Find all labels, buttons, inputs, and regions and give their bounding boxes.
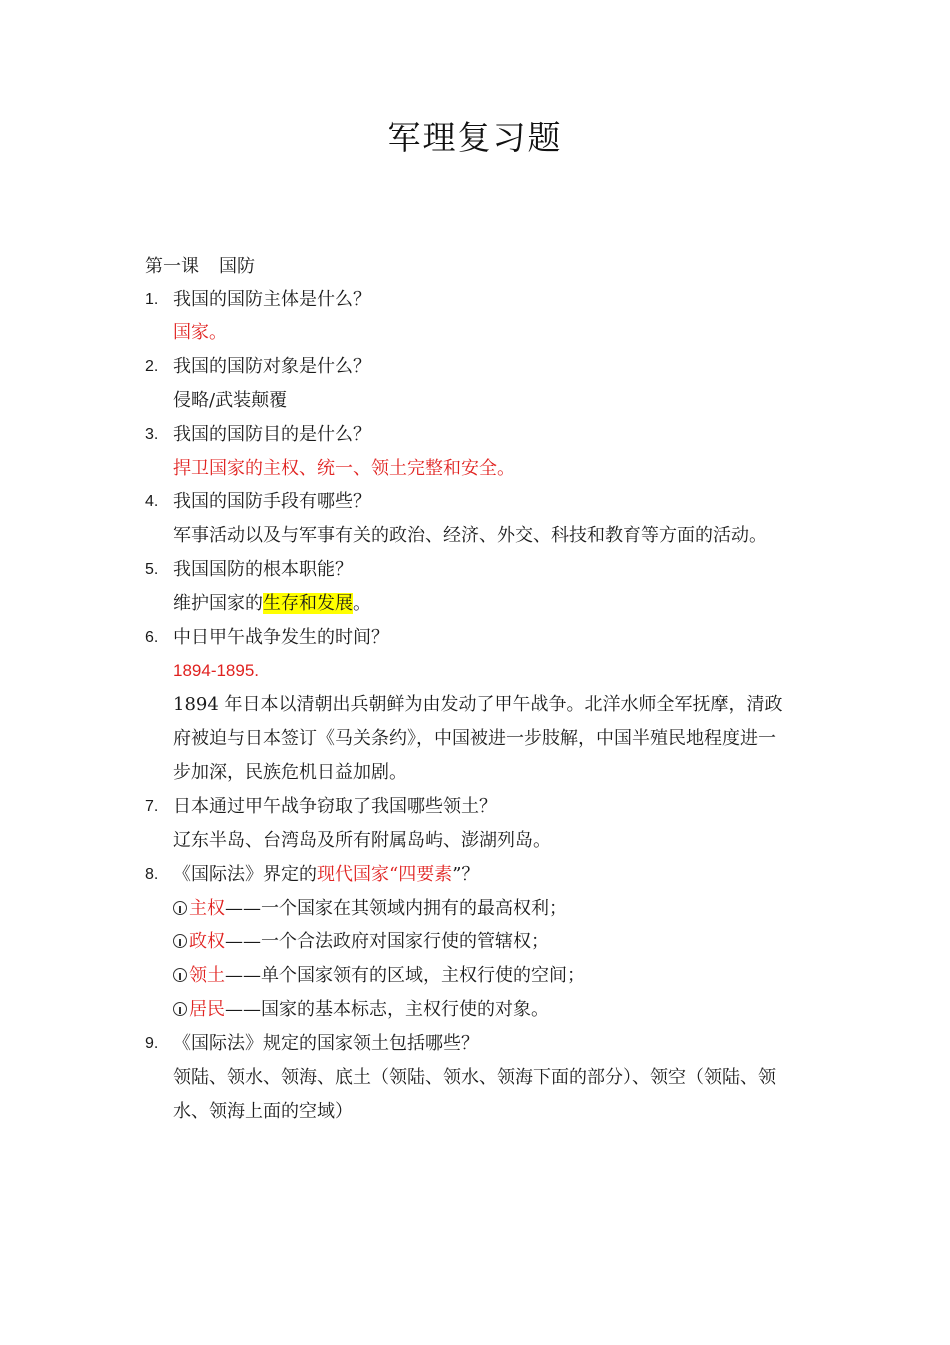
item-number: 6. [145,629,159,646]
element-item [173,997,549,1023]
pin-bullet-icon [173,901,187,915]
element-term: 领土 [189,965,225,986]
question-8-end: ”？ [452,864,480,885]
pin-bullet-icon [173,934,187,948]
section-label: 第一课 [145,256,199,277]
answer-1: 国家。 [173,322,227,343]
answer-6: 1894-1895. [173,661,260,680]
question-7: 日本通过甲午战争窃取了我国哪些领土？ [173,796,497,817]
element-item [173,963,585,989]
answer-7: 辽东半岛、台湾岛及所有附属岛屿、澎湖列岛。 [173,830,551,851]
question-8-highlight: 现代国家“四要素 [317,864,453,885]
answer-9-line: 水、领海上面的空域） [173,1101,353,1122]
element-term: 居民 [189,999,225,1020]
item-number: 8. [145,866,159,883]
element-item [173,929,549,955]
element-term: 主权 [189,898,225,919]
item-number: 3. [145,426,159,443]
section-name: 国防 [219,256,255,277]
item-number: 5. [145,561,159,578]
pin-bullet-icon [173,1002,187,1016]
answer-6-detail-line: 府被迫与日本签订《马关条约》，中国被进一步肢解，中国半殖民地程度进一 [173,728,776,749]
answer-5-text: 维护国家的 [173,593,263,614]
answer-5 [173,591,371,617]
question-3: 我国的国防目的是什么？ [173,424,371,445]
section-heading [145,252,255,278]
document-title: 军理复习题 [387,118,563,157]
item-number: 4. [145,493,159,510]
answer-4: 军事活动以及与军事有关的政治、经济、外交、科技和教育等方面的活动。 [173,525,767,546]
item-number: 7. [145,798,159,815]
item-number: 1. [145,291,159,308]
question-5: 我国国防的根本职能？ [173,559,353,580]
answer-3: 捍卫国家的主权、统一、领土完整和安全。 [173,458,515,479]
item-number: 2. [145,358,159,375]
element-desc: ——一个国家在其领域内拥有的最高权利； [225,898,567,919]
question-6: 中日甲午战争发生的时间？ [173,627,389,648]
question-2: 我国的国防对象是什么？ [173,356,371,377]
answer-6-detail-line: 步加深，民族危机日益加剧。 [173,762,407,783]
question-9: 《国际法》规定的国家领土包括哪些？ [173,1033,479,1054]
highlighted-answer: 生存和发展 [263,593,353,614]
question-8-text: 《国际法》界定的 [173,864,317,885]
element-term: 政权 [189,931,225,952]
element-desc: ——单个国家领有的区域，主权行使的空间； [225,965,585,986]
question-4: 我国的国防手段有哪些？ [173,491,371,512]
question-8 [173,862,479,888]
element-item [173,896,567,922]
answer-5-end: 。 [353,593,371,614]
pin-bullet-icon [173,968,187,982]
item-number: 9. [145,1035,159,1052]
answer-6-detail-line: 1894 年日本以清朝出兵朝鲜为由发动了甲午战争。北洋水师全军抚摩，清政 [173,694,783,715]
answer-9-line: 领陆、领水、领海、底土（领陆、领水、领海下面的部分）、领空（领陆、领 [173,1067,776,1088]
question-1: 我国的国防主体是什么？ [173,289,371,310]
element-desc: ——一个合法政府对国家行使的管辖权； [225,931,549,952]
element-desc: ——国家的基本标志，主权行使的对象。 [225,999,549,1020]
answer-2: 侵略/武装颠覆 [173,390,288,411]
